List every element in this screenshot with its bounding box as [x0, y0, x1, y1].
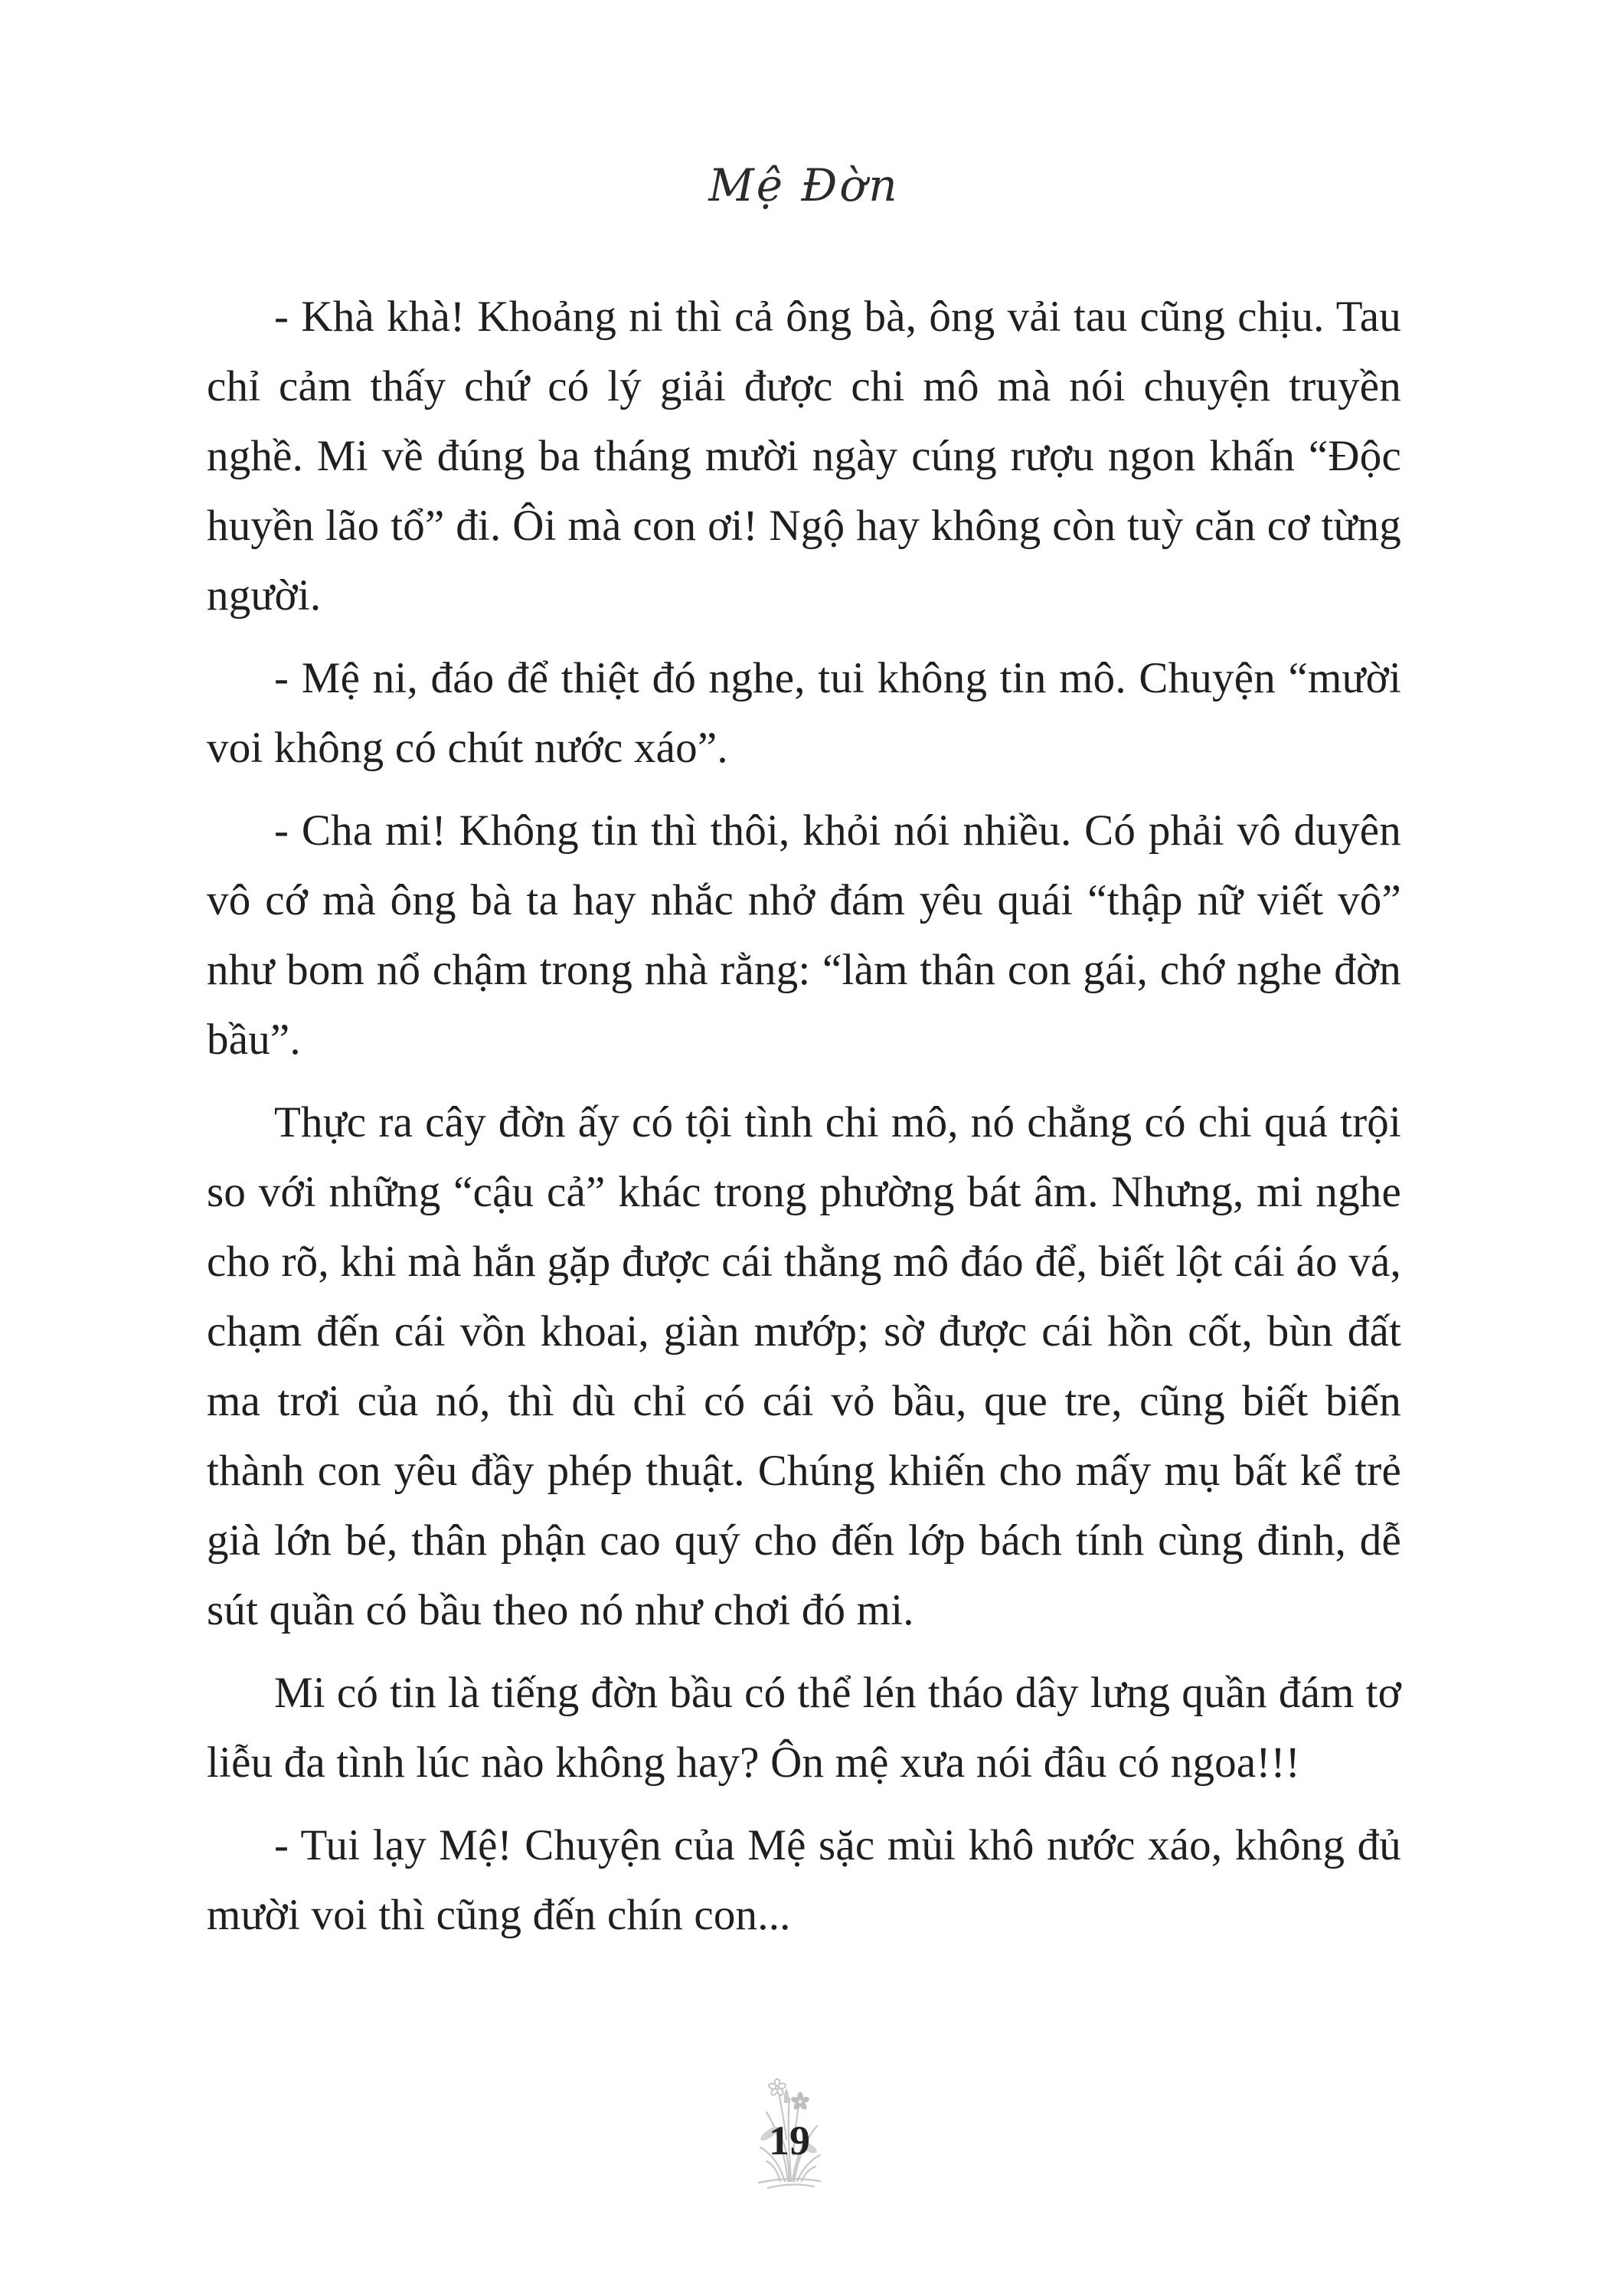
page-number: 19	[769, 2118, 810, 2164]
paragraph: - Tui lạy Mệ! Chuyện của Mệ sặc mùi khô nước xáo, không đủ mười voi thì cũng đến chín con...	[207, 1821, 1401, 1939]
paragraph: - Mệ ni, đáo để thiệt đó nghe, tui không tin mô. Chuyện “mười voi không có chút nước xáo”.	[207, 654, 1401, 772]
book-title: Mệ Đờn	[708, 159, 900, 211]
paragraph: Mi có tin là tiếng đờn bầu có thể lén tháo dây lưng quần đám tơ liễu đa tình lúc nào không hay? Ôn mệ xưa nói đâu có ngoa!!!	[207, 1669, 1401, 1787]
page-content	[207, 282, 1401, 1963]
paragraph: - Khà khà! Khoảng ni thì cả ông bà, ông vải tau cũng chịu. Tau chỉ cảm thấy chứ có lý giải được chi mô mà nói chuyện truyền nghề. Mi về đúng ba tháng mười ngày cúng rượu ngon khấn “Độc huyền lão tổ” đi. Ôi mà con ơi! Ngộ hay không còn tuỳ căn cơ từng người.	[207, 293, 1401, 620]
page-footer	[751, 2079, 828, 2192]
running-header	[0, 159, 1608, 211]
paragraph: Thực ra cây đờn ấy có tội tình chi mô, nó chẳng có chi quá trội so với những “cậu cả” khác trong phường bát âm. Nhưng, mi nghe cho rõ, khi mà hắn gặp được cái thằng mô đáo để, biết lột cái áo vá, chạm đến cái vồn khoai, giàn mướp; sờ được cái hồn cốt, bùn đất ma trơi của nó, thì dù chỉ có cái vỏ bầu, que tre, cũng biết biến thành con yêu đầy phép thuật. Chúng khiến cho mấy mụ bất kể trẻ già lớn bé, thân phận cao quý cho đến lớp bách tính cùng đinh, dễ sút quần có bầu theo nó như chơi đó mi.	[207, 1098, 1401, 1634]
paragraph: - Cha mi! Không tin thì thôi, khỏi nói nhiều. Có phải vô duyên vô cớ mà ông bà ta hay nhắc nhở đám yêu quái “thập nữ viết vô” như bom nổ chậm trong nhà rằng: “làm thân con gái, chớ nghe đờn bầu”.	[207, 806, 1401, 1064]
